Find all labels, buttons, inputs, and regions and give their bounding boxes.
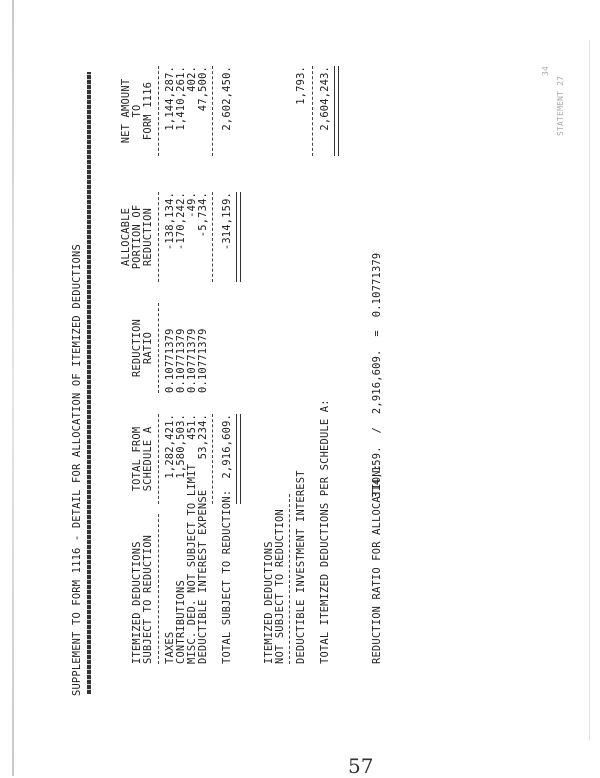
row-allocable: -5,734. [197, 192, 209, 238]
heading-allocable-line1: ALLOCABLE [120, 207, 132, 267]
row-ratio: 0.10771379 [164, 328, 176, 393]
row-allocable: -170,242. [175, 192, 187, 251]
row-ratio: 0.10771379 [197, 328, 209, 393]
header-rule-net [158, 66, 159, 156]
heading-ratio-line2: RATIO [142, 331, 154, 365]
document-title: SUPPLEMENT TO FORM 1116 - DETAIL FOR ALLOCATION OF ITEMIZED DEDUCTIONS [71, 244, 83, 696]
reduction-ratio-expression: 314,159. / 2,916,609. = 0.10771379 [371, 252, 383, 498]
heading-net-line2: TO [131, 104, 143, 118]
investment-interest-label: DEDUCTIBLE INVESTMENT INTEREST [295, 470, 307, 664]
row-total: 1,282,421. [164, 414, 176, 479]
total-subject-total: 2,916,609. [221, 414, 233, 479]
grand-total-rule [312, 66, 313, 156]
row-label: MISC. DED. NOT SUBJECT TO LIMIT [186, 463, 198, 664]
heading-allocable-line2: PORTION OF [131, 204, 143, 270]
heading-net-line1: NET AMOUNT [120, 78, 132, 144]
heading-items-line2: SUBJECT TO REDUCTION [142, 534, 154, 664]
double-rule-allocable [236, 192, 241, 282]
heading-items-line1: ITEMIZED DEDUCTIONS [131, 541, 143, 664]
total-subject-net: 2,602,450. [221, 66, 233, 131]
not-subject-heading-rule [289, 494, 290, 664]
row-label: CONTRIBUTIONS [175, 580, 187, 664]
total-subject-label: TOTAL SUBJECT TO REDUCTION: [221, 489, 233, 664]
handwritten-page-number: 57 [348, 754, 374, 778]
header-rule-ratio [158, 303, 159, 393]
not-subject-heading-line1: ITEMIZED DEDUCTIONS [263, 541, 275, 664]
header-rule-total [158, 414, 159, 504]
row-label: DEDUCTIBLE INTEREST EXPENSE [197, 489, 209, 664]
row-net: 402. [186, 66, 198, 92]
header-rule-allocable [158, 192, 159, 282]
double-rule-total [236, 414, 241, 504]
row-net: 1,410,261. [175, 66, 187, 131]
subtotal-rule-allocable [212, 192, 213, 282]
row-net: 47,500. [197, 66, 209, 112]
heading-net-line3: FORM 1116 [142, 81, 154, 141]
title-heavy-rule [87, 72, 91, 694]
grand-total-double-rule [334, 66, 339, 156]
header-rule-items [158, 514, 159, 664]
heading-total-line2: SCHEDULE A [142, 426, 154, 492]
investment-interest-net: 1,793. [295, 66, 307, 105]
grand-total-net: 2,604,243. [319, 66, 331, 131]
heading-ratio-line1: REDUCTION [131, 318, 143, 378]
heading-total-line1: TOTAL FROM [131, 426, 143, 492]
subtotal-rule-total [212, 414, 213, 504]
heading-allocable-line3: REDUCTION [142, 207, 154, 267]
row-allocable: -138,134. [164, 192, 176, 251]
grand-total-label: TOTAL ITEMIZED DEDUCTIONS PER SCHEDULE A: [319, 399, 331, 664]
row-label: TAXES [164, 631, 176, 664]
row-total: 451. [186, 414, 198, 440]
row-net: 1,144,287. [164, 66, 176, 131]
row-total: 1,580,503. [175, 414, 187, 479]
total-subject-allocable: -314,159. [221, 192, 233, 251]
faint-page-text: 34 [541, 65, 550, 76]
row-allocable: -49. [186, 192, 198, 218]
row-total: 53,234. [197, 414, 209, 460]
row-ratio: 0.10771379 [186, 328, 198, 393]
faint-statement-text: STATEMENT 27 [556, 75, 565, 136]
reduction-ratio-label: REDUCTION RATIO FOR ALLOCATION: [371, 463, 383, 664]
subtotal-rule-net [212, 66, 213, 156]
not-subject-heading-line2: NOT SUBJECT TO REDUCTION [274, 509, 286, 664]
row-ratio: 0.10771379 [175, 328, 187, 393]
